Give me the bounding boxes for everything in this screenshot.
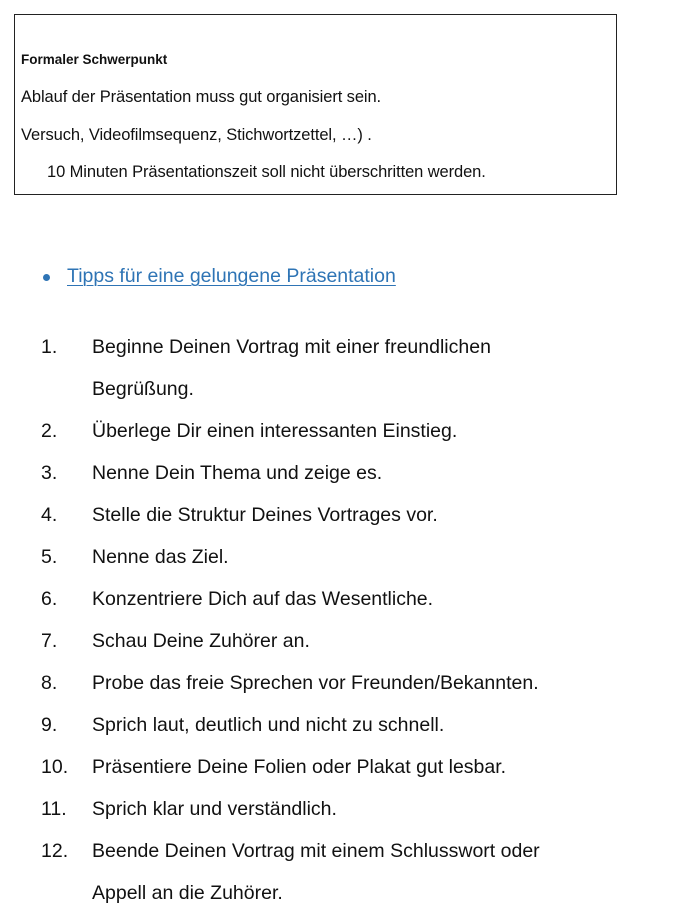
list-number: 8. bbox=[41, 672, 58, 694]
list-item bbox=[41, 494, 661, 536]
list-number: 12. bbox=[41, 840, 69, 862]
list-number: 5. bbox=[41, 546, 58, 568]
list-number: 10. bbox=[41, 756, 69, 778]
box-heading: Formaler Schwerpunkt bbox=[21, 52, 168, 67]
tips-list bbox=[41, 326, 661, 914]
list-item bbox=[41, 326, 661, 410]
list-number: 6. bbox=[41, 588, 58, 610]
formal-focus-box bbox=[14, 14, 617, 195]
list-text: Beginne Deinen Vortrag mit einer freundlichen Begrüßung. bbox=[92, 336, 491, 400]
list-number: 7. bbox=[41, 630, 58, 652]
box-line: Ablauf der Präsentation muss gut organisiert sein. bbox=[21, 88, 382, 106]
list-text: Schau Deine Zuhörer an. bbox=[92, 630, 310, 652]
list-text: Nenne das Ziel. bbox=[92, 546, 229, 568]
list-number: 11. bbox=[41, 798, 67, 820]
list-item bbox=[41, 578, 661, 620]
list-text: Beende Deinen Vortrag mit einem Schlusswort oder Appell an die Zuhörer. bbox=[92, 840, 540, 904]
tips-heading bbox=[43, 265, 396, 288]
list-item bbox=[41, 704, 661, 746]
tips-link[interactable]: Tipps für eine gelungene Präsentation bbox=[67, 265, 396, 287]
bullet-icon bbox=[43, 274, 50, 281]
list-item bbox=[41, 452, 661, 494]
list-text: Überlege Dir einen interessanten Einstieg. bbox=[92, 420, 458, 442]
list-number: 1. bbox=[41, 336, 58, 358]
list-text: Präsentiere Deine Folien oder Plakat gut lesbar. bbox=[92, 756, 507, 778]
list-number: 4. bbox=[41, 504, 58, 526]
list-number: 9. bbox=[41, 714, 58, 736]
list-number: 3. bbox=[41, 462, 58, 484]
list-item bbox=[41, 410, 661, 452]
list-text: Sprich klar und verständlich. bbox=[92, 798, 337, 820]
list-item bbox=[41, 620, 661, 662]
list-text: Sprich laut, deutlich und nicht zu schnell. bbox=[92, 714, 445, 736]
box-line: 10 Minuten Präsentationszeit soll nicht überschritten werden. bbox=[47, 163, 486, 181]
list-text: Probe das freie Sprechen vor Freunden/Bekannten. bbox=[92, 672, 539, 694]
list-text: Stelle die Struktur Deines Vortrages vor. bbox=[92, 504, 438, 526]
list-text: Konzentriere Dich auf das Wesentliche. bbox=[92, 588, 434, 610]
list-item bbox=[41, 788, 661, 830]
box-line: Versuch, Videofilmsequenz, Stichwortzettel, …) . bbox=[21, 126, 372, 144]
list-number: 2. bbox=[41, 420, 58, 442]
list-item bbox=[41, 746, 661, 788]
list-item bbox=[41, 830, 661, 914]
list-item bbox=[41, 536, 661, 578]
list-text: Nenne Dein Thema und zeige es. bbox=[92, 462, 383, 484]
list-item bbox=[41, 662, 661, 704]
